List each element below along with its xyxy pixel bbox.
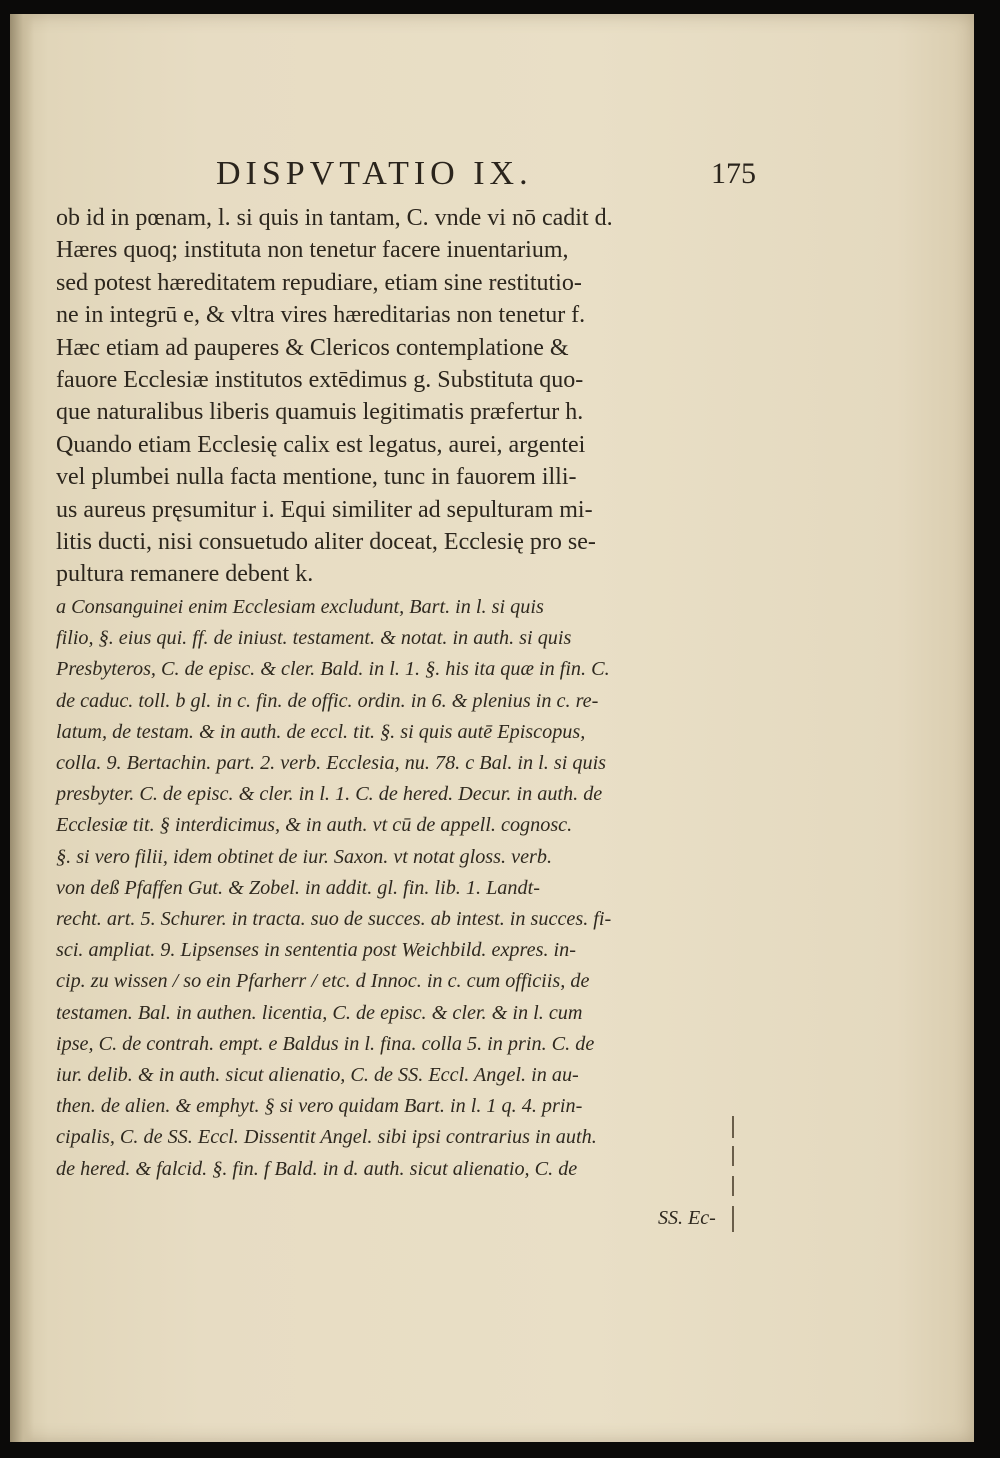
note-line: de hered. & falcid. §. fin. f Bald. in d. auth. sicut alienatio, C. de	[56, 1157, 578, 1180]
body-line: pultura remanere debent k.	[56, 561, 314, 588]
note-line: latum, de testam. & in auth. de eccl. tit. §. si quis autē Episcopus,	[56, 720, 586, 743]
margin-mark	[732, 1146, 734, 1166]
page-binding-shadow	[10, 14, 34, 1442]
note-line: cipalis, C. de SS. Eccl. Dissentit Angel. sibi ipsi contrarius in auth.	[56, 1126, 597, 1149]
body-line: Hæres quoq; instituta non tenetur facere inuentarium,	[56, 237, 569, 264]
note-line: iur. delib. & in auth. sicut alienatio, C. de SS. Eccl. Angel. in au-	[56, 1064, 579, 1087]
body-line: sed potest hæreditatem repudiare, etiam sine restitutio-	[56, 269, 582, 296]
note-line: a Consanguinei enim Ecclesiam excludunt, Bart. in l. si quis	[56, 596, 544, 618]
note-line: sci. ampliat. 9. Lipsenses in sententia post Weichbild. expres. in-	[56, 939, 576, 962]
note-line: presbyter. C. de episc. & cler. in l. 1. C. de hered. Decur. in auth. de	[56, 783, 603, 806]
body-line: us aureus pręsumitur i. Equi similiter ad sepulturam mi-	[56, 496, 593, 523]
main-text-block	[56, 202, 736, 591]
book-page	[10, 14, 974, 1442]
running-title: DISPVTATIO IX.	[216, 155, 533, 192]
note-line: then. de alien. & emphyt. § si vero quidam Bart. in l. 1 q. 4. prin-	[56, 1095, 583, 1118]
catchword: SS. Ec-	[658, 1207, 716, 1229]
note-line: §. si vero filii, idem obtinet de iur. Saxon. vt notat gloss. verb.	[56, 845, 553, 868]
margin-mark	[732, 1116, 734, 1138]
margin-mark	[732, 1206, 734, 1232]
note-line: Presbyteros, C. de episc. & cler. Bald. in l. 1. §. his ita quæ in fin. C.	[56, 658, 610, 681]
note-line: Ecclesiæ tit. § interdicimus, & in auth. vt cū de appell. cognosc.	[56, 814, 573, 837]
note-line: de caduc. toll. b gl. in c. fin. de offic. ordin. in 6. & plenius in c. re-	[56, 689, 599, 712]
body-line: vel plumbei nulla facta mentione, tunc in fauorem illi-	[56, 464, 577, 491]
body-line: ne in integrū e, & vltra vires hæreditarias non tenetur f.	[56, 302, 586, 329]
note-line: cip. zu wissen / so ein Pfarherr / etc. d Innoc. in c. cum officiis, de	[56, 970, 590, 993]
note-line: colla. 9. Bertachin. part. 2. verb. Ecclesia, nu. 78. c Bal. in l. si quis	[56, 752, 607, 775]
body-line: ob id in pœnam, l. si quis in tantam, C. vnde vi nō cadit d.	[56, 205, 613, 231]
note-line: recht. art. 5. Schurer. in tracta. suo de succes. ab intest. in succes. fi-	[56, 908, 612, 931]
margin-mark	[732, 1176, 734, 1196]
note-line: filio, §. eius qui. ff. de iniust. testament. & notat. in auth. si quis	[56, 627, 572, 650]
body-line: litis ducti, nisi consuetudo aliter doceat, Ecclesię pro se-	[56, 529, 596, 556]
body-line: Quando etiam Ecclesię calix est legatus, aurei, argentei	[56, 431, 586, 458]
note-line: testamen. Bal. in authen. licentia, C. de episc. & cler. & in l. cum	[56, 1001, 583, 1024]
page-header	[216, 152, 756, 196]
body-line: Hæc etiam ad pauperes & Clericos contemplatione &	[56, 334, 569, 361]
note-line: ipse, C. de contrah. empt. e Baldus in l. fina. colla 5. in prin. C. de	[56, 1032, 595, 1055]
footnotes-block	[56, 592, 736, 1185]
body-line: que naturalibus liberis quamuis legitimatis præfertur h.	[56, 399, 584, 426]
page-number: 175	[711, 157, 756, 190]
body-line: fauore Ecclesiæ institutos extēdimus g. Substituta quo-	[56, 367, 584, 394]
note-line: von deß Pfaffen Gut. & Zobel. in addit. gl. fin. lib. 1. Landt-	[56, 876, 540, 899]
